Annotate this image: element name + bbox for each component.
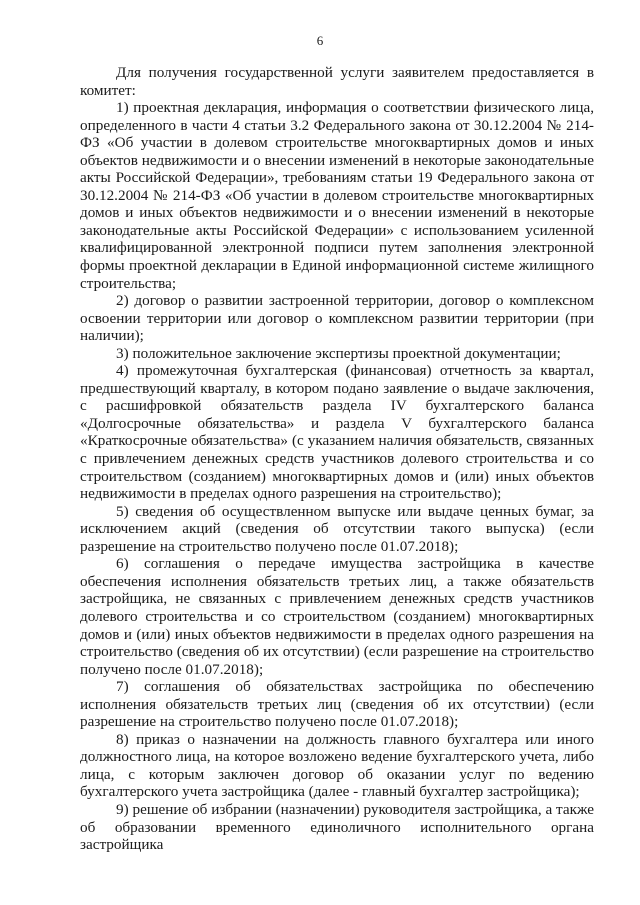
list-item-5: 5) сведения об осуществленном выпуске или выдаче ценных бумаг, за исключением акций (сведения об отсутствии такого выпуска) (если разрешение на строительство получено после 01.07.2018); bbox=[80, 502, 594, 555]
list-item-8: 8) приказ о назначении на должность главного бухгалтера или иного должностного лица, на которое возложено ведение бухгалтерского учета, либо лица, с которым заключен договор об оказании услуг по ведению бухгалтерского учета застройщика (далее - главный бухгалтер застройщика); bbox=[80, 730, 594, 801]
page-number: 6 bbox=[316, 33, 324, 48]
list-item-2: 2) договор о развитии застроенной территории, договор о комплексном освоении территории или договор о комплексном развитии территории (при наличии); bbox=[80, 292, 594, 345]
list-item-7: 7) соглашения об обязательствах застройщика по обеспечению исполнения обязательств третьих лиц (сведения об их отсутствии) (если разрешение на строительство получено после 01.07.2018); bbox=[80, 678, 594, 731]
list-item-6: 6) соглашения о передаче имущества застройщика в качестве обеспечения исполнения обязательств третьих лиц, а также обязательств застройщика, не связанных с привлечением денежных средств участников долевого строительства и со строительством (созданием) многоквартирных домов и (или) иных объектов недвижимости в пределах одного разрешения на строительство (сведения об их отсутствии) (если разрешение на строительство получено после 01.07.2018); bbox=[80, 555, 594, 678]
list-item-9: 9) решение об избрании (назначении) руководителя застройщика, а также об образовании временного единоличного исполнительного органа застройщика bbox=[80, 800, 594, 854]
paragraph-intro: Для получения государственной услуги заявителем предоставляется в комитет: bbox=[80, 64, 594, 99]
list-item-4: 4) промежуточная бухгалтерская (финансовая) отчетность за квартал, предшествующий кварталу, в котором подано заявление о выдаче заключения, с расшифровкой обязательств раздела IV бухгалтерского баланса «Долгосрочные обязательства» и раздела V бухгалтерского баланса «Краткосрочные обязательства» (с указанием наличия обязательств, связанных с привлечением денежных средств участников долевого строительства и со строительством (созданием) многоквартирных домов и (или) иных объектов недвижимости в пределах одного разрешения на строительство); bbox=[80, 362, 594, 503]
document-body bbox=[80, 64, 594, 854]
list-item-3: 3) положительное заключение экспертизы проектной документации; bbox=[116, 344, 561, 362]
list-item-1: 1) проектная декларация, информация о соответствии физического лица, определенного в части 4 статьи 3.2 Федерального закона от 30.12.2004 № 214-ФЗ «Об участии в долевом строительстве многоквартирных домов и иных объектов недвижимости и о внесении изменений в некоторые законодательные акты Российской Федерации», требованиям статьи 19 Федерального закона от 30.12.2004 № 214-ФЗ «Об участии в долевом строительстве многоквартирных домов и иных объектов недвижимости и о внесении изменений в некоторые законодательные акты Российской Федерации» с использованием усиленной квалифицированной электронной подписи путем заполнения электронной формы проектной декларации в Единой информационной системе жилищного строительства; bbox=[80, 99, 594, 292]
